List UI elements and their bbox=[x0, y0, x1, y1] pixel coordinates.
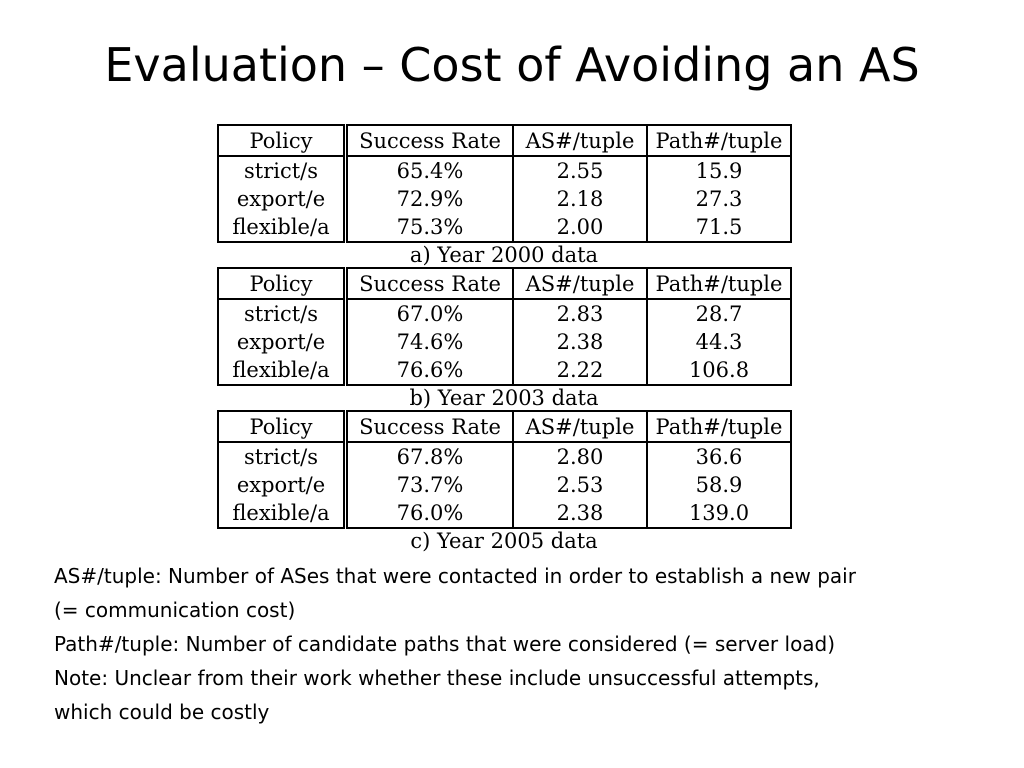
table-row bbox=[218, 328, 791, 356]
cell-success-rate: 72.9% bbox=[346, 185, 514, 213]
data-table-2003 bbox=[217, 267, 792, 386]
note-line: which could be costly bbox=[54, 700, 270, 724]
header-as-per-tuple: AS#/tuple bbox=[513, 411, 647, 442]
tables-container bbox=[217, 124, 791, 553]
cell-path-per-tuple: 44.3 bbox=[695, 330, 743, 354]
table-row bbox=[218, 299, 791, 328]
table-caption-2000: a) Year 2000 data bbox=[409, 243, 599, 267]
cell-path-per-tuple: 15.9 bbox=[695, 159, 743, 183]
table-header-row bbox=[218, 125, 791, 156]
cell-path-per-tuple: 28.7 bbox=[695, 302, 743, 326]
table-block-2003 bbox=[217, 267, 791, 410]
table-row bbox=[218, 213, 791, 242]
cell-success-rate: 76.6% bbox=[346, 356, 514, 385]
header-success-rate: Success Rate bbox=[346, 411, 514, 442]
slide-title: Evaluation – Cost of Avoiding an AS bbox=[104, 38, 920, 92]
header-path-per-tuple: Path#/tuple bbox=[647, 411, 791, 442]
table-block-2005 bbox=[217, 410, 791, 553]
header-path-per-tuple: Path#/tuple bbox=[647, 125, 791, 156]
cell-as-per-tuple: 2.53 bbox=[513, 471, 647, 499]
cell-success-rate: 75.3% bbox=[346, 213, 514, 242]
header-as-per-tuple: AS#/tuple bbox=[513, 268, 647, 299]
cell-path-per-tuple: 58.9 bbox=[695, 473, 743, 497]
data-table-2000 bbox=[217, 124, 792, 243]
cell-policy: strict/s bbox=[218, 156, 346, 185]
cell-as-per-tuple: 2.83 bbox=[513, 299, 647, 328]
cell-success-rate: 67.0% bbox=[346, 299, 514, 328]
cell-policy: export/e bbox=[218, 185, 346, 213]
cell-as-per-tuple: 2.00 bbox=[513, 213, 647, 242]
note-line: (= communication cost) bbox=[54, 598, 296, 622]
cell-policy: flexible/a bbox=[218, 356, 346, 385]
cell-success-rate: 73.7% bbox=[346, 471, 514, 499]
header-path-per-tuple: Path#/tuple bbox=[647, 268, 791, 299]
cell-policy: strict/s bbox=[218, 299, 346, 328]
table-header-row bbox=[218, 268, 791, 299]
cell-path-per-tuple: 139.0 bbox=[688, 501, 750, 525]
cell-as-per-tuple: 2.22 bbox=[513, 356, 647, 385]
cell-path-per-tuple: 36.6 bbox=[695, 445, 743, 469]
cell-policy: strict/s bbox=[218, 442, 346, 471]
note-line: Path#/tuple: Number of candidate paths that were considered (= server load) bbox=[54, 632, 836, 656]
table-row bbox=[218, 471, 791, 499]
cell-path-per-tuple: 106.8 bbox=[688, 358, 750, 382]
header-success-rate: Success Rate bbox=[346, 268, 514, 299]
header-policy: Policy bbox=[218, 268, 346, 299]
table-caption-2003: b) Year 2003 data bbox=[409, 386, 599, 410]
table-block-2000 bbox=[217, 124, 791, 267]
table-row bbox=[218, 442, 791, 471]
cell-policy: export/e bbox=[218, 328, 346, 356]
header-policy: Policy bbox=[218, 125, 346, 156]
notes-block bbox=[54, 559, 1004, 729]
header-as-per-tuple: AS#/tuple bbox=[513, 125, 647, 156]
cell-success-rate: 67.8% bbox=[346, 442, 514, 471]
cell-path-per-tuple: 27.3 bbox=[695, 187, 743, 211]
note-line: AS#/tuple: Number of ASes that were contacted in order to establish a new pair bbox=[54, 564, 856, 588]
cell-policy: flexible/a bbox=[218, 213, 346, 242]
header-policy: Policy bbox=[218, 411, 346, 442]
header-success-rate: Success Rate bbox=[346, 125, 514, 156]
data-table-2005 bbox=[217, 410, 792, 529]
cell-path-per-tuple: 71.5 bbox=[695, 215, 743, 239]
table-row bbox=[218, 499, 791, 528]
cell-policy: flexible/a bbox=[218, 499, 346, 528]
cell-success-rate: 76.0% bbox=[346, 499, 514, 528]
cell-as-per-tuple: 2.80 bbox=[513, 442, 647, 471]
cell-as-per-tuple: 2.38 bbox=[513, 328, 647, 356]
table-header-row bbox=[218, 411, 791, 442]
table-row bbox=[218, 185, 791, 213]
cell-policy: export/e bbox=[218, 471, 346, 499]
table-row bbox=[218, 356, 791, 385]
cell-success-rate: 74.6% bbox=[346, 328, 514, 356]
cell-as-per-tuple: 2.18 bbox=[513, 185, 647, 213]
cell-as-per-tuple: 2.55 bbox=[513, 156, 647, 185]
cell-success-rate: 65.4% bbox=[346, 156, 514, 185]
note-line: Note: Unclear from their work whether these include unsuccessful attempts, bbox=[54, 666, 820, 690]
table-caption-2005: c) Year 2005 data bbox=[410, 529, 598, 553]
table-row bbox=[218, 156, 791, 185]
cell-as-per-tuple: 2.38 bbox=[513, 499, 647, 528]
